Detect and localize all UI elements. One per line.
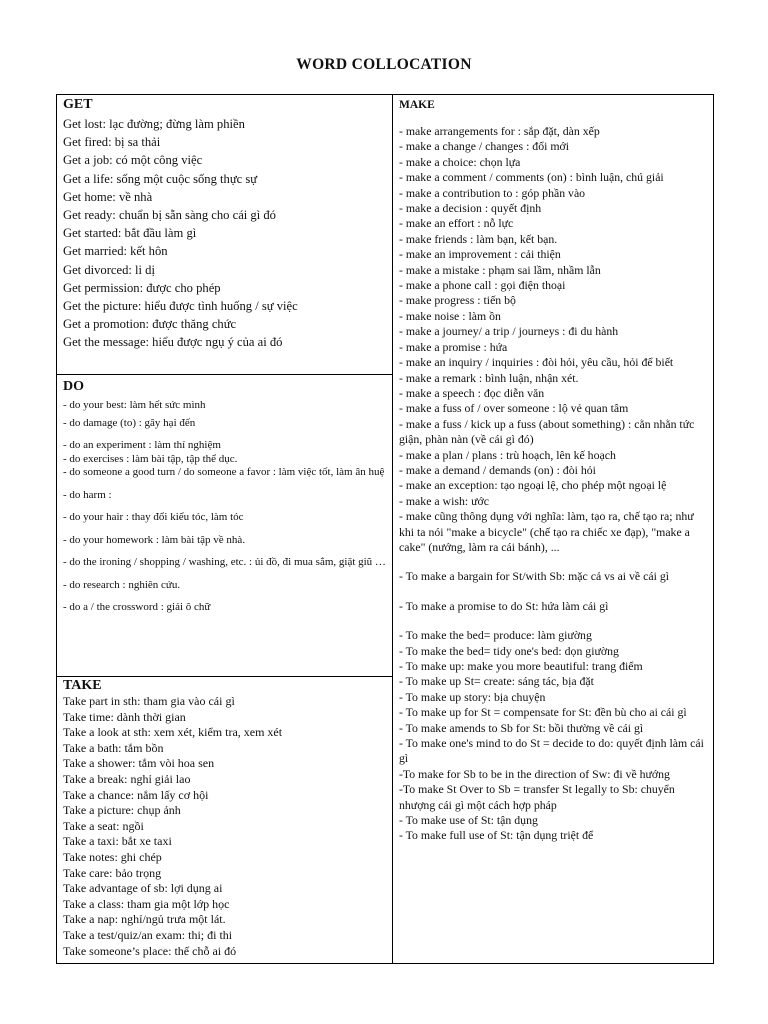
- take-item: Take notes: ghi chép: [63, 849, 162, 864]
- get-item: Get the message: hiểu được ngụ ý của ai đó: [63, 335, 283, 350]
- make-item: - make a remark : bình luận, nhận xét.: [399, 370, 579, 385]
- take-item: Take a picture: chụp ảnh: [63, 803, 181, 818]
- make-item: - To make one's mind to do St = decide to do: quyết định làm cái gì: [399, 736, 704, 766]
- take-item: Take a break: nghỉ giải lao: [63, 771, 191, 786]
- make-item: - make an effort : nỗ lực: [399, 216, 514, 231]
- take-item: Take a nap: nghỉ/ngủ trưa một lát.: [63, 912, 226, 927]
- collocation-table: [56, 94, 714, 964]
- make-item: - make progress : tiến bộ: [399, 293, 516, 308]
- do-item: - do your hair : thay đổi kiểu tóc, làm tóc: [63, 511, 244, 523]
- make-item: - To make a bargain for St/with Sb: mặc cả vs ai về cái gì: [399, 569, 669, 584]
- do-heading: DO: [63, 379, 84, 394]
- get-item: Get lost: lạc đường; đừng làm phiền: [63, 117, 245, 131]
- make-item: - make friends : làm bạn, kết bạn.: [399, 231, 558, 246]
- column-divider: [392, 95, 393, 963]
- take-item: Take time: dành thời gian: [63, 709, 186, 724]
- make-item: - make a change / changes : đổi mới: [399, 139, 570, 154]
- make-list: [399, 124, 711, 844]
- get-item: Get married: kết hôn: [63, 244, 168, 259]
- make-item: - make a phone call : gọi điện thoại: [399, 278, 566, 293]
- make-section: [399, 97, 711, 963]
- make-item: - To make amends to Sb for St: bồi thường về cái gì: [399, 720, 644, 735]
- take-item: Take advantage of sb: lợi dụng ai: [63, 881, 223, 896]
- get-heading: GET: [63, 97, 93, 112]
- get-item: Get divorced: li dị: [63, 262, 155, 277]
- get-item: Get home: về nhà: [63, 189, 153, 204]
- make-item: -To make for Sb to be in the direction of Sw: đi về hướng: [399, 766, 670, 781]
- do-item: - do someone a good turn / do someone a favor : làm việc tốt, làm ân huệ: [63, 466, 385, 478]
- make-item: - make a speech : đọc diễn văn: [399, 385, 545, 400]
- make-item: - make a choice: chọn lựa: [399, 154, 521, 169]
- make-item: - To make up story: bịa chuyện: [399, 689, 546, 704]
- make-item: - make an inquiry / inquiries : đòi hỏi, yêu cầu, hỏi để biết: [399, 355, 674, 370]
- make-item: - To make full use of St: tận dụng triệt để: [399, 828, 594, 843]
- take-item: Take someone’s place: thế chỗ ai đó: [63, 943, 237, 958]
- get-list: [63, 115, 389, 352]
- make-item: - make a wish: ước: [399, 493, 489, 508]
- make-item: - make a demand / demands (on) : đòi hỏi: [399, 462, 596, 477]
- make-item: - make arrangements for : sắp đặt, dàn xếp: [399, 124, 600, 138]
- row-divider-do-take: [57, 676, 392, 677]
- take-item: Take a shower: tắm vòi hoa sen: [63, 756, 215, 771]
- make-item: -To make St Over to Sb = transfer St legally to Sb: chuyển nhượng cái gì một cách hợp pháp: [399, 782, 675, 812]
- take-item: Take a bath: tắm bồn: [63, 740, 164, 755]
- get-item: Get permission: được cho phép: [63, 280, 221, 295]
- row-divider-get-do: [57, 374, 392, 375]
- get-item: Get fired: bị sa thải: [63, 135, 161, 150]
- do-item: - do a / the crossword : giải ô chữ: [63, 601, 211, 613]
- make-item: - To make the bed= produce: làm giường: [399, 628, 592, 643]
- make-item: - To make a promise to do St: hứa làm cái gì: [399, 598, 609, 613]
- take-list: [63, 694, 389, 959]
- make-heading: MAKE: [399, 99, 435, 111]
- do-item: - do an experiment : làm thí nghiệm: [63, 439, 221, 451]
- make-item: - To make use of St: tận dụng: [399, 813, 538, 828]
- make-item: - make noise : làm ồn: [399, 308, 501, 323]
- make-item: - To make up for St = compensate for St: đền bù cho ai cái gì: [399, 705, 687, 720]
- take-section: [63, 678, 389, 964]
- get-item: Get a job: có một công việc: [63, 153, 203, 168]
- do-item: - do research : nghiên cứu.: [63, 578, 181, 591]
- do-item: - do exercises : làm bài tập, tập thể dục.: [63, 452, 238, 465]
- do-item: - do harm :: [63, 488, 112, 501]
- take-item: Take care: bảo trọng: [63, 865, 162, 880]
- make-item: - make a promise : hứa: [399, 339, 508, 354]
- do-list: [63, 399, 389, 615]
- take-item: Take a chance: nắm lấy cơ hội: [63, 787, 209, 802]
- do-item: - do your homework : làm bài tập về nhà.: [63, 533, 246, 546]
- make-item: - To make up St= create: sáng tác, bịa đặt: [399, 674, 594, 689]
- make-item: - make a fuss / kick up a fuss (about something) : cằn nhằn tức giận, phàn nàn (về cái gì đó): [399, 416, 695, 447]
- get-item: Get ready: chuẩn bị sẵn sàng cho cái gì đó: [63, 208, 276, 223]
- make-item: - make an improvement : cải thiện: [399, 247, 561, 262]
- make-item: - make a fuss of / over someone : lộ vẻ quan tâm: [399, 401, 629, 416]
- make-item: - make a comment / comments (on) : bình luận, chú giải: [399, 170, 664, 185]
- do-item: - do the ironing / shopping / washing, etc. : ủi đồ, đi mua sắm, giặt giũ …: [63, 556, 386, 568]
- do-item: - do damage (to) : gây hại đến: [63, 416, 196, 429]
- make-item: - To make the bed= tidy one's bed: dọn giường: [399, 643, 619, 658]
- make-item: - make a contribution to : góp phần vào: [399, 185, 586, 200]
- get-item: Get a life: sống một cuộc sống thực sự: [63, 171, 258, 186]
- make-item: - make a decision : quyết định: [399, 201, 542, 216]
- take-item: Take a seat: ngồi: [63, 818, 144, 833]
- do-section: [63, 377, 389, 673]
- make-item: - make a plan / plans : trù hoạch, lên kế hoạch: [399, 447, 616, 462]
- make-item: - make a journey/ a trip / journeys : đi du hành: [399, 324, 619, 339]
- take-heading: TAKE: [63, 678, 102, 693]
- get-item: Get started: bắt đầu làm gì: [63, 226, 197, 241]
- take-item: Take a look at sth: xem xét, kiểm tra, xem xét: [63, 725, 283, 740]
- make-item: - make cũng thông dụng với nghĩa: làm, tạo ra, chế tạo ra; như khi ta nói "make a bicycle" (chế tạo ra chiếc xe đạp), "make a cake" (nướng, làm ra cái bánh), ...: [399, 509, 694, 554]
- make-item: - make a mistake : phạm sai lầm, nhầm lẫn: [399, 262, 601, 277]
- take-item: Take part in sth: tham gia vào cái gì: [63, 694, 235, 708]
- get-section: [63, 97, 389, 373]
- make-item: - To make up: make you more beautiful: trang điểm: [399, 659, 643, 673]
- page-title: WORD COLLOCATION: [296, 56, 472, 73]
- take-item: Take a class: tham gia một lớp học: [63, 896, 230, 911]
- take-item: Take a taxi: bắt xe taxi: [63, 834, 172, 849]
- make-item: - make an exception: tạo ngoại lệ, cho phép một ngoại lệ: [399, 478, 667, 493]
- do-item: - do your best: làm hết sức mình: [63, 399, 206, 411]
- get-item: Get a promotion: được thăng chức: [63, 317, 237, 332]
- get-item: Get the picture: hiểu được tình huống / sự việc: [63, 299, 298, 314]
- take-item: Take a test/quiz/an exam: thi; đi thi: [63, 927, 233, 942]
